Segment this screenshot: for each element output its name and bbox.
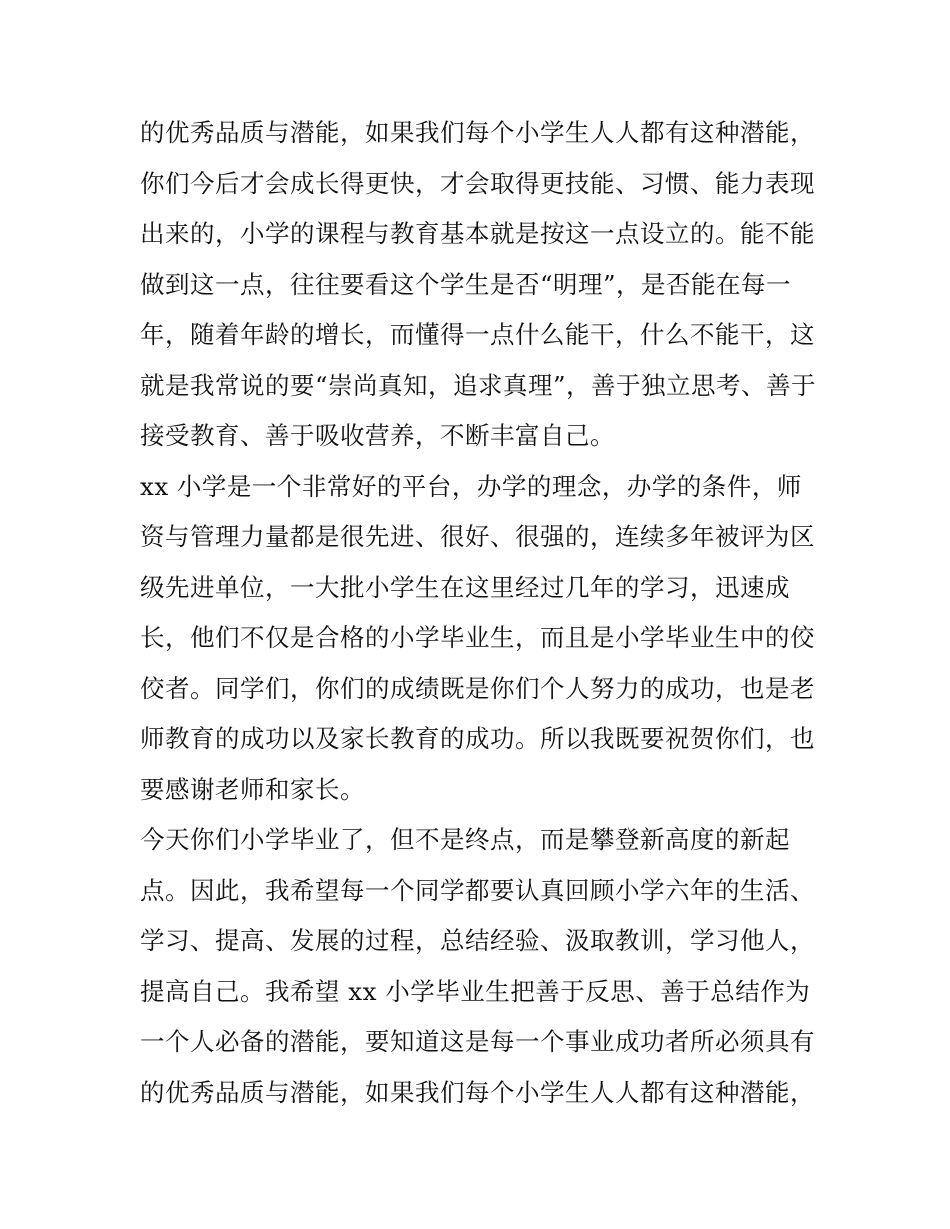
text-line: 出来的，小学的课程与教育基本就是按这一点设立的。能不能 [140,219,815,248]
text-line: 级先进单位，一大批小学生在这里经过几年的学习，迅速成 [140,572,790,602]
text-line: 年，随着年龄的增长，而懂得一点什么能干，什么不能干，这 [140,320,815,349]
body-text [140,108,820,1118]
text-line: xx 小学是一个非常好的平台，办学的理念，办学的条件，师 [140,471,802,501]
text-line: 今天你们小学毕业了，但不是终点，而是攀登新高度的新起 [140,825,790,854]
text-line: 的优秀品质与潜能，如果我们每个小学生人人都有这种潜能， [140,118,815,147]
text-line: 要感谢老师和家长。 [140,774,365,804]
text-line: 做到这一点，往往要看这个学生是否“明理”，是否能在每一 [140,269,792,299]
text-line: 学习、提高、发展的过程，总结经验、汲取教训，学习他人， [140,926,815,955]
text-line: 接受教育、善于吸收营养，不断丰富自己。 [140,421,615,450]
text-line: 资与管理力量都是很先进、很好、很强的，连续多年被评为区 [140,522,815,551]
text-line: 提高自己。我希望 xx 小学毕业生把善于反思、善于总结作为 [140,976,811,1006]
text-line: 师教育的成功以及家长教育的成功。所以我既要祝贺你们，也 [140,724,815,753]
text-line: 你们今后才会成长得更快，才会取得更技能、习惯、能力表现 [140,168,815,198]
text-line: 就是我常说的要“崇尚真知，追求真理”，善于独立思考、善于 [140,370,817,400]
text-line: 的优秀品质与潜能，如果我们每个小学生人人都有这种潜能， [140,1077,815,1107]
text-line: 长，他们不仅是合格的小学毕业生，而且是小学毕业生中的佼 [140,623,815,652]
text-line: 一个人必备的潜能，要知道这是每一个事业成功者所必须具有 [140,1027,815,1056]
text-line: 佼者。同学们，你们的成绩既是你们个人努力的成功，也是老 [140,673,815,703]
text-line: 点。因此，我希望每一个同学都要认真回顾小学六年的生活、 [140,875,815,905]
